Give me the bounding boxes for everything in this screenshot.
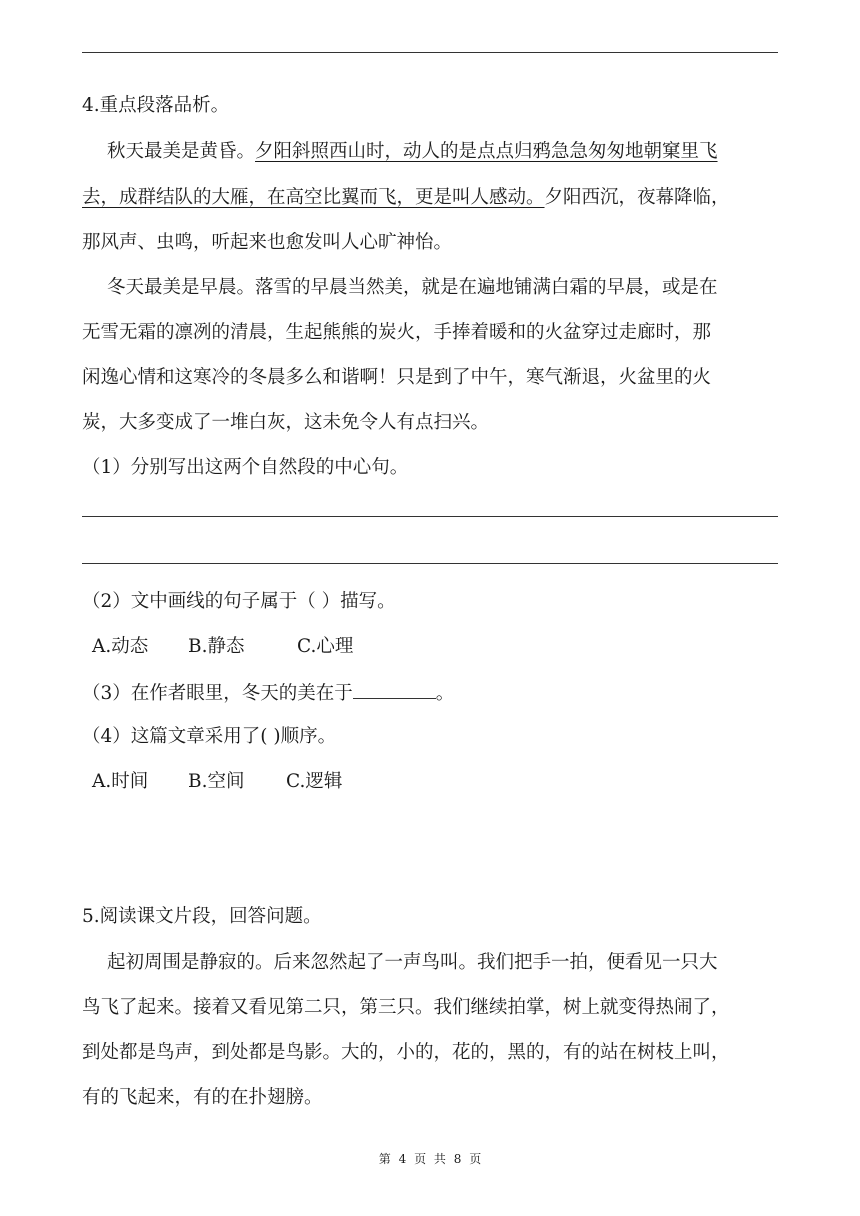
passage-line2: 鸟飞了起来。接着又看见第二只，第三只。我们继续拍掌，树上就变得热闹了， [82, 997, 730, 1018]
question-3 [82, 680, 454, 706]
answer-line-1[interactable] [82, 516, 778, 517]
q4-option-a[interactable]: A.时间 [92, 771, 149, 792]
underlined-sentence-part2: 去，成群结队的大雁，在高空比翼而飞，更是叫人感动。 [82, 187, 545, 208]
question-3-text: （3）在作者眼里，冬天的美在于 [82, 683, 353, 704]
total-pages: 8 [453, 1152, 462, 1166]
question-4: （4）这篇文章采用了( )顺序。 [82, 726, 337, 747]
page-footer [0, 1152, 860, 1166]
passage-line3: 到处都是鸟声，到处都是鸟影。大的，小的，花的，黑的，有的站在树枝上叫， [82, 1042, 730, 1063]
underlined-sentence-part1: 夕阳斜照西山时，动人的是点点归鸦急急匆匆地朝窠里飞 [255, 141, 718, 162]
passage-line4: 有的飞起来，有的在扑翅膀。 [82, 1087, 323, 1108]
question-2: （2）文中画线的句子属于（ ）描写。 [82, 591, 396, 612]
passage-line1: 起初周围是静寂的。后来忽然起了一声鸟叫。我们把手一拍，便看见一只大 [107, 952, 718, 973]
autumn-center-sentence: 秋天最美是黄昏。 [107, 141, 256, 162]
paragraph1-line1 [107, 140, 718, 164]
paragraph2-line3: 闲逸心情和这寒冷的冬晨多么和谐啊！只是到了中午，寒气渐退，火盆里的火 [82, 367, 712, 388]
header-rule [82, 52, 778, 53]
q4-option-b[interactable]: B.空间 [188, 771, 245, 792]
section5-heading: 5.阅读课文片段，回答问题。 [82, 906, 322, 927]
footer-label: 共 [433, 1152, 446, 1166]
q2-option-a[interactable]: A.动态 [92, 636, 149, 657]
paragraph2-line2: 无雪无霜的凛冽的清晨，生起熊熊的炭火，手捧着暖和的火盆穿过走廊时，那 [82, 322, 712, 343]
question-3-blank[interactable] [353, 680, 436, 699]
page-number: 4 [398, 1152, 407, 1166]
question-3-end: 。 [435, 683, 455, 704]
paragraph2-line4: 炭，大多变成了一堆白灰，这未免令人有点扫兴。 [82, 412, 490, 433]
footer-label: 页 [414, 1152, 427, 1166]
section4-heading: 4.重点段落品析。 [82, 95, 230, 116]
q2-option-c[interactable]: C.心理 [297, 636, 354, 657]
paragraph1-line3: 那风声、虫鸣，听起来也愈发叫人心旷神怡。 [82, 232, 453, 253]
q4-option-c[interactable]: C.逻辑 [286, 771, 343, 792]
answer-line-2[interactable] [82, 563, 778, 564]
paragraph1-line2 [82, 186, 730, 210]
q2-option-b[interactable]: B.静态 [188, 636, 245, 657]
paragraph2-line1: 冬天最美是早晨。落雪的早晨当然美，就是在遍地铺满白霜的早晨，或是在 [107, 277, 718, 298]
question-1: （1）分别写出这两个自然段的中心句。 [82, 457, 409, 478]
footer-label: 第 [378, 1152, 391, 1166]
footer-label: 页 [469, 1152, 482, 1166]
paragraph1-text: 夕阳西沉，夜幕降临， [544, 187, 730, 208]
